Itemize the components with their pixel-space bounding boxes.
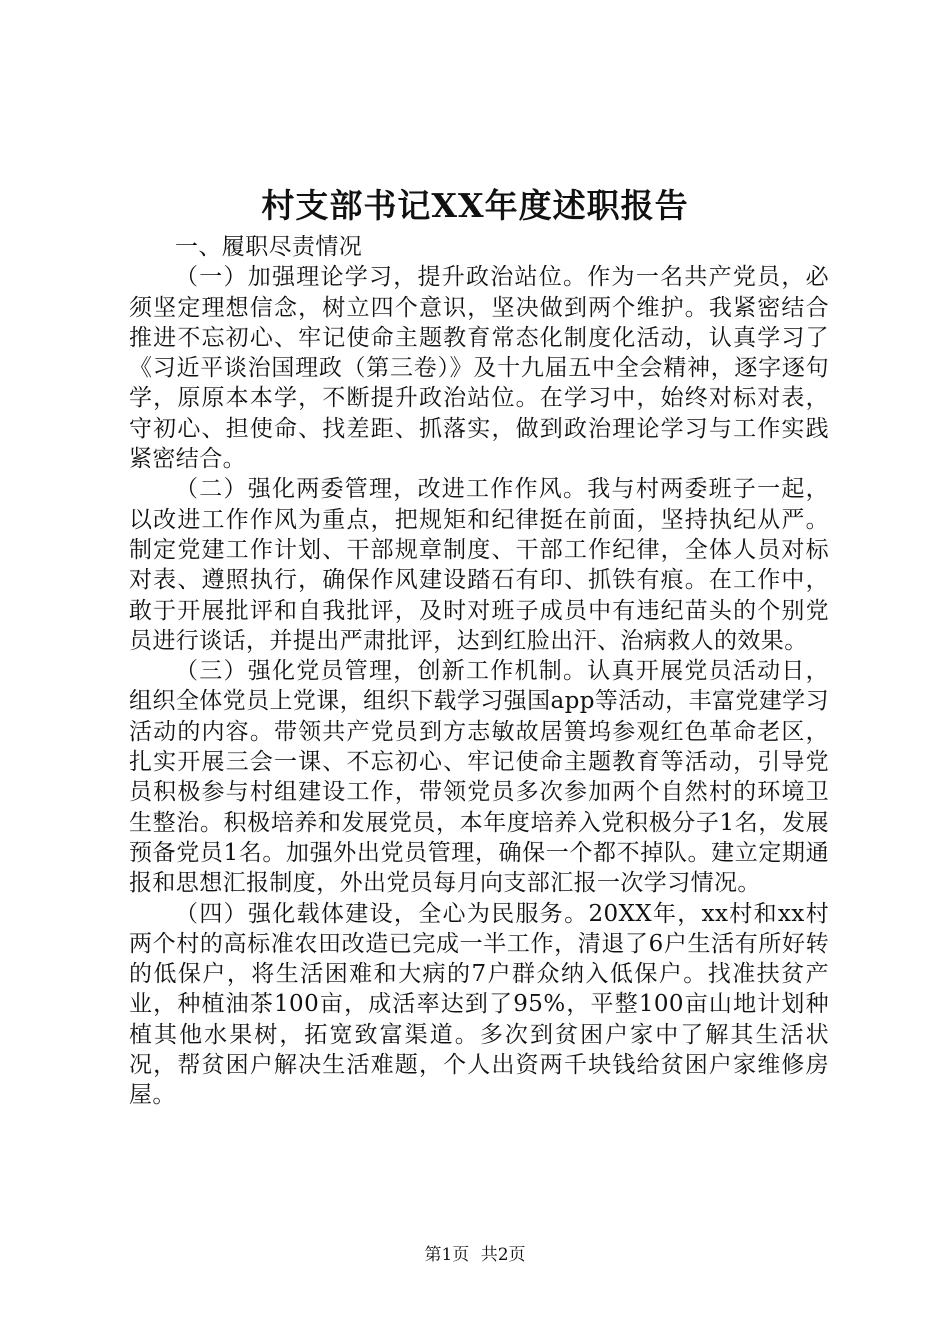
- document-title: 村支部书记XX年度述职报告: [261, 186, 689, 225]
- page-total: 共2页: [480, 1245, 526, 1265]
- paragraph-3: （三）强化党员管理，创新工作机制。认真开展党员活动日，组织全体党员上党课，组织下载学习强国app等活动，丰富党建学习活动的内容。带领共产党员到方志敏故居篑坞参观红色革命老区，扎实开展三会一课、不忘初心、牢记使命主题教育等活动，引导党员积极参与村组建设工作，带领党员多次参加两个自然村的环境卫生整治。积极培养和发展党员，本年度培养入党积极分子1名，发展预备党员1名。加强外出党员管理，确保一个都不掉队。建立定期通报和思想汇报制度，外出党员每月向支部汇报一次学习情况。: [129, 658, 829, 897]
- document-body: [129, 232, 829, 1111]
- page-number: 第1页: [424, 1245, 470, 1265]
- paragraph-1: （一）加强理论学习，提升政治站位。作为一名共产党员，必须坚定理想信念，树立四个意识，坚决做到两个维护。我紧密结合推进不忘初心、牢记使命主题教育常态化制度化活动，认真学习了《习近平谈治国理政（第三卷）》及十九届五中全会精神，逐字逐句学，原原本本学，不断提升政治站位。在学习中，始终对标对表，守初心、担使命、找差距、抓落实，做到政治理论学习与工作实践紧密结合。: [129, 264, 829, 473]
- paragraph-4: （四）强化载体建设，全心为民服务。20XX年，xx村和xx村两个村的高标准农田改造已完成一半工作，清退了6户生活有所好转的低保户，将生活困难和大病的7户群众纳入低保户。找准扶贫产业，种植油茶100亩，成活率达到了95%，平整100亩山地计划种植其他水果树，拓宽致富渠道。多次到贫困户家中了解其生活状况，帮贫困户解决生活难题，个人出资两千块钱给贫困户家维修房屋。: [129, 900, 829, 1109]
- section-heading: 一、履职尽责情况: [175, 234, 363, 260]
- page-footer: [0, 1243, 950, 1267]
- paragraph-2: （二）强化两委管理，改进工作作风。我与村两委班子一起，以改进工作作风为重点，把规矩和纪律挺在前面，坚持执纪从严。制定党建工作计划、干部规章制度、干部工作纪律，全体人员对标对表、遵照执行，确保作风建设踏石有印、抓铁有痕。在工作中，敢于开展批评和自我批评，及时对班子成员中有违纪苗头的个别党员进行谈话，并提出严肃批评，达到红脸出汗、治病救人的效果。: [129, 476, 829, 654]
